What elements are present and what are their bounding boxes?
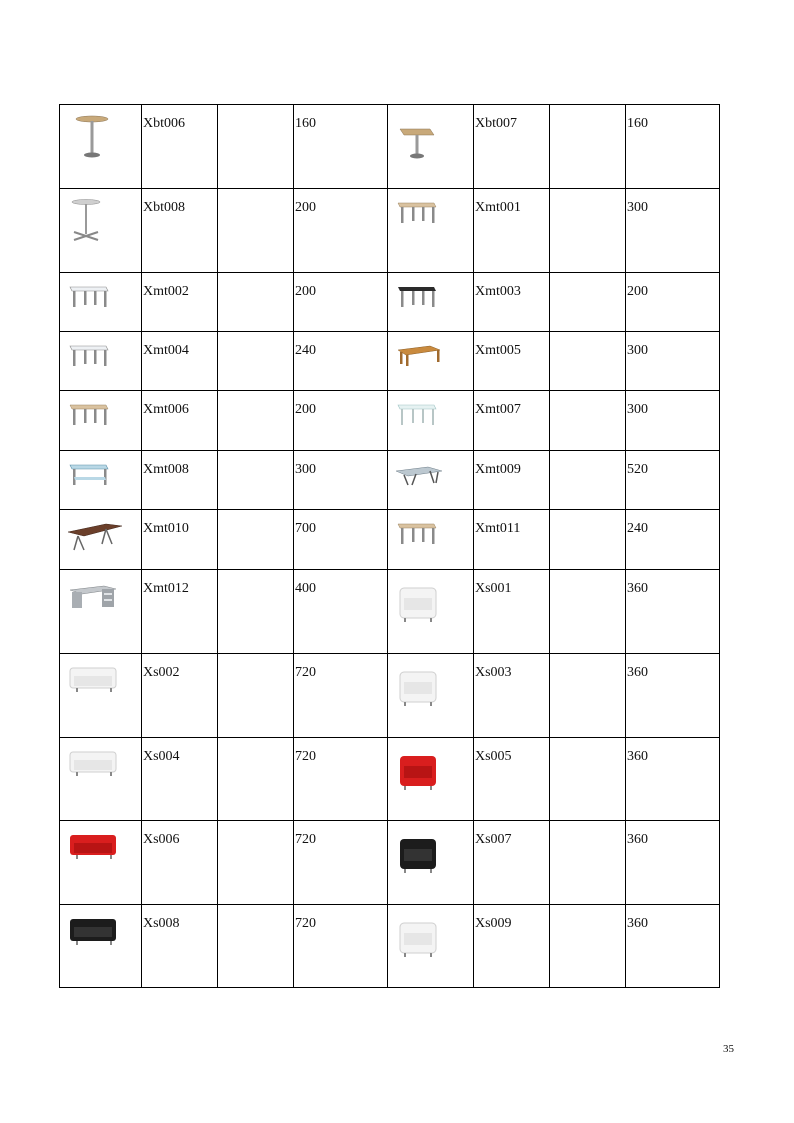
product-image-cell	[388, 654, 474, 738]
product-code: Xmt006	[142, 391, 218, 451]
table-row	[60, 332, 720, 391]
empty-cell	[550, 451, 626, 510]
product-code: Xmt011	[474, 510, 550, 570]
empty-cell	[550, 105, 626, 189]
product-code: Xs004	[142, 738, 218, 821]
product-code: Xbt008	[142, 189, 218, 273]
empty-cell	[550, 905, 626, 988]
empty-cell	[218, 273, 294, 332]
product-image-cell	[388, 391, 474, 451]
empty-cell	[218, 905, 294, 988]
product-price: 360	[626, 821, 720, 905]
product-price: 200	[294, 273, 388, 332]
product-image-cell	[60, 332, 142, 391]
table-row	[60, 821, 720, 905]
product-image-cell	[60, 905, 142, 988]
product-image-cell	[60, 189, 142, 273]
product-code: Xs006	[142, 821, 218, 905]
product-code: Xs008	[142, 905, 218, 988]
product-image-cell	[388, 905, 474, 988]
product-price: 720	[294, 654, 388, 738]
product-code: Xmt005	[474, 332, 550, 391]
product-price: 200	[294, 391, 388, 451]
table-row	[60, 105, 720, 189]
product-price: 240	[626, 510, 720, 570]
table-row	[60, 905, 720, 988]
product-code: Xmt012	[142, 570, 218, 654]
product-price: 360	[626, 905, 720, 988]
product-code: Xs001	[474, 570, 550, 654]
empty-cell	[550, 654, 626, 738]
product-price: 400	[294, 570, 388, 654]
product-price: 720	[294, 905, 388, 988]
product-image-cell	[388, 510, 474, 570]
product-image-cell	[388, 738, 474, 821]
table-row	[60, 510, 720, 570]
product-code: Xs003	[474, 654, 550, 738]
product-code: Xmt009	[474, 451, 550, 510]
empty-cell	[218, 570, 294, 654]
empty-cell	[218, 391, 294, 451]
empty-cell	[550, 570, 626, 654]
product-code: Xmt008	[142, 451, 218, 510]
product-image-cell	[388, 273, 474, 332]
product-image-cell	[60, 105, 142, 189]
product-price: 360	[626, 738, 720, 821]
table-row	[60, 738, 720, 821]
product-price: 300	[626, 391, 720, 451]
empty-cell	[550, 273, 626, 332]
table-row	[60, 654, 720, 738]
empty-cell	[218, 105, 294, 189]
product-image-cell	[388, 332, 474, 391]
product-image-cell	[388, 105, 474, 189]
product-image-cell	[60, 821, 142, 905]
product-image-cell	[60, 451, 142, 510]
product-price: 300	[626, 332, 720, 391]
furniture-catalog-table	[59, 104, 720, 988]
product-image-cell	[388, 451, 474, 510]
table-row	[60, 391, 720, 451]
product-price: 160	[294, 105, 388, 189]
product-image-cell	[60, 570, 142, 654]
product-code: Xs009	[474, 905, 550, 988]
product-price: 520	[626, 451, 720, 510]
product-price: 720	[294, 738, 388, 821]
empty-cell	[218, 821, 294, 905]
product-code: Xs007	[474, 821, 550, 905]
empty-cell	[550, 189, 626, 273]
product-code: Xmt003	[474, 273, 550, 332]
product-image-cell	[60, 391, 142, 451]
empty-cell	[218, 510, 294, 570]
product-image-cell	[60, 273, 142, 332]
empty-cell	[550, 821, 626, 905]
product-price: 300	[626, 189, 720, 273]
product-code: Xs005	[474, 738, 550, 821]
empty-cell	[218, 738, 294, 821]
product-image-cell	[388, 821, 474, 905]
empty-cell	[550, 391, 626, 451]
product-image-cell	[388, 189, 474, 273]
table-row	[60, 451, 720, 510]
product-code: Xmt001	[474, 189, 550, 273]
product-price: 360	[626, 570, 720, 654]
empty-cell	[550, 510, 626, 570]
empty-cell	[218, 654, 294, 738]
table-row	[60, 273, 720, 332]
product-code: Xmt007	[474, 391, 550, 451]
table-row	[60, 570, 720, 654]
empty-cell	[550, 332, 626, 391]
product-code: Xmt010	[142, 510, 218, 570]
product-code: Xbt006	[142, 105, 218, 189]
product-image-cell	[60, 654, 142, 738]
page-number: 35	[723, 1043, 734, 1055]
empty-cell	[550, 738, 626, 821]
product-image-cell	[388, 570, 474, 654]
product-price: 300	[294, 451, 388, 510]
product-price: 200	[294, 189, 388, 273]
empty-cell	[218, 451, 294, 510]
empty-cell	[218, 332, 294, 391]
table-row	[60, 189, 720, 273]
product-price: 360	[626, 654, 720, 738]
product-price: 240	[294, 332, 388, 391]
product-code: Xs002	[142, 654, 218, 738]
empty-cell	[218, 189, 294, 273]
product-image-cell	[60, 738, 142, 821]
product-code: Xmt002	[142, 273, 218, 332]
product-price: 160	[626, 105, 720, 189]
product-image-cell	[60, 510, 142, 570]
product-price: 700	[294, 510, 388, 570]
product-code: Xmt004	[142, 332, 218, 391]
product-price: 720	[294, 821, 388, 905]
product-price: 200	[626, 273, 720, 332]
product-code: Xbt007	[474, 105, 550, 189]
